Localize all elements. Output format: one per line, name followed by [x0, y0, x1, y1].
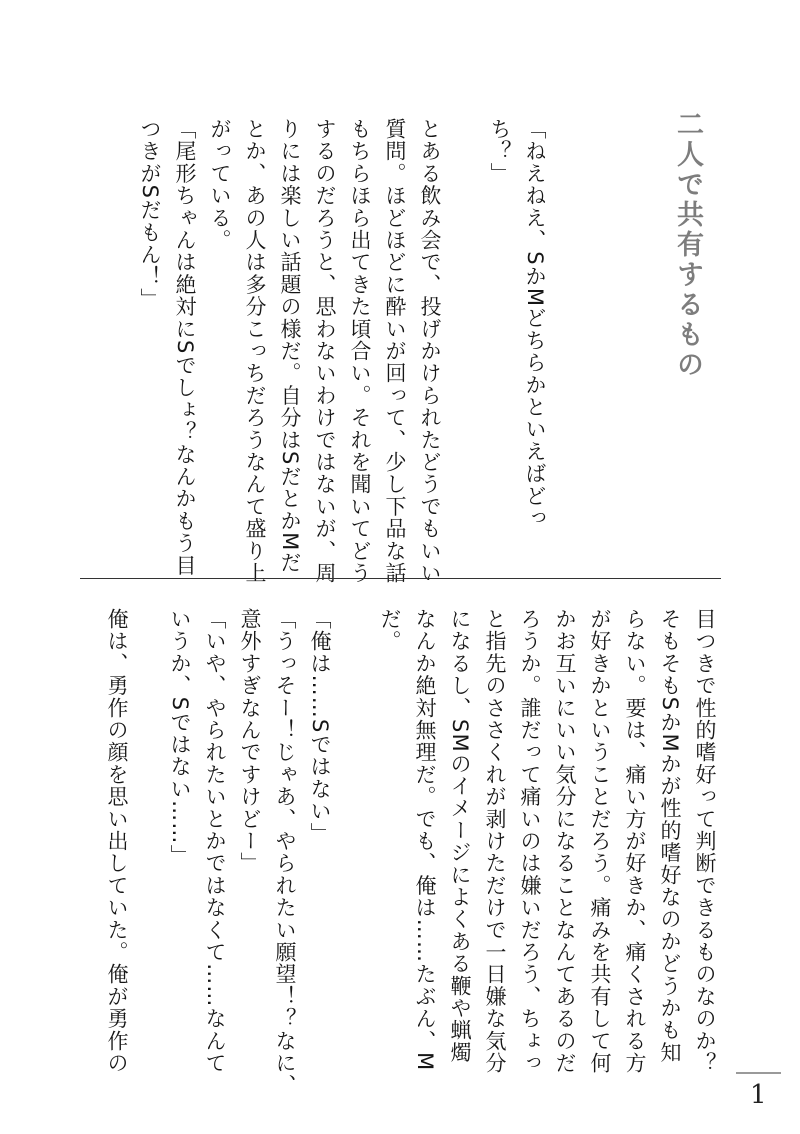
upper-column: りには楽しい話題の様だ。自分はSだとかMだ [278, 118, 302, 574]
upper-column: 「尾形ちゃんは絶対にSでしょ？なんかもう目 [173, 118, 197, 577]
lower-column: ろうか。誰だって痛いのは嫌いだろう、ちょっ [518, 608, 542, 1075]
page-number: 1 [750, 1080, 767, 1110]
lower-column: 「俺は……Sではない」 [308, 608, 332, 845]
upper-column: とある飲み会で、投げかけられたどうでもいい [418, 118, 442, 585]
upper-column: するのだろうと、思わないわけではないが、周 [313, 118, 337, 585]
upper-column: がっている。 [208, 118, 232, 252]
upper-column: とか、あの人は多分こっちだろうなんて盛り上 [243, 118, 267, 585]
upper-column: もちらほら出てきた頃合い。それを聞いてどう [348, 118, 372, 585]
lower-column: かお互いにいい気分になることなんてあるのだ [553, 608, 577, 1075]
lower-column: なんか絶対無理だ。でも、俺は……たぶん、M [413, 608, 437, 1072]
lower-column: らない。要は、痛い方が好きか、痛くされる方 [623, 608, 647, 1075]
upper-column: つきがSだもん！」 [138, 118, 162, 311]
section-divider [80, 578, 721, 579]
lower-column: 目つきで性的嗜好って判断できるものなのか？ [693, 608, 717, 1075]
lower-column: 俺は、勇作の顔を思い出していた。俺が勇作の [105, 608, 129, 1075]
lower-column: 「うっそー！じゃあ、やられたい願望！？なに、 [273, 608, 297, 1097]
footer-rule [736, 1072, 781, 1074]
lower-column: になるし、SMのイメージによくある鞭や蝋燭 [448, 608, 472, 1064]
upper-column: 「ねえねえ、SかMどちらかといえばどっ [523, 118, 547, 530]
chapter-title: 二人で共有するもの [672, 110, 703, 380]
lower-column: 意外すぎなんですけどー」 [238, 608, 262, 875]
upper-column: ち？」 [488, 118, 512, 185]
lower-column: そもそもSかMかが性的嗜好なのかどうかも知 [658, 608, 682, 1064]
lower-column: 「いや、やられたいとかではなくて……なんて [203, 608, 227, 1075]
lower-column: と指先のささくれが剥けただけで一日嫌な気分 [483, 608, 507, 1075]
upper-column: 質問。ほどほどに酔いが回って、少し下品な話 [383, 118, 407, 585]
lower-column: いうか、Sではない……」 [168, 608, 192, 867]
lower-column: だ。 [378, 608, 402, 653]
lower-column: が好きかということだろう。痛みを共有して何 [588, 608, 612, 1075]
